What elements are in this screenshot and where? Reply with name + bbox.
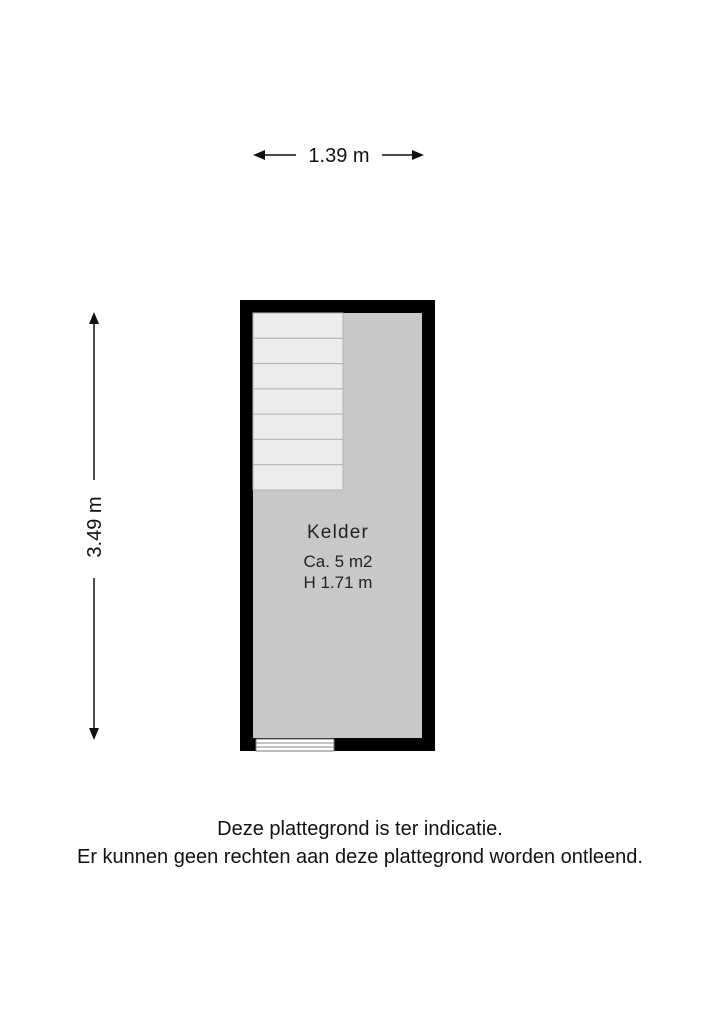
room-name: Kelder — [306, 522, 370, 543]
stair-step — [253, 313, 343, 338]
stair-step — [253, 414, 343, 439]
stair-step — [253, 338, 343, 363]
height-label: 3.49 m — [84, 496, 106, 558]
window — [256, 739, 334, 751]
room-height: H 1.71 m — [303, 573, 373, 592]
stair-step — [253, 439, 343, 464]
disclaimer-line-2: Er kunnen geen rechten aan deze plattegrond worden ontleend. — [77, 846, 643, 868]
stair-step — [253, 389, 343, 414]
disclaimer-line-1: Deze plattegrond is ter indicatie. — [217, 818, 503, 840]
stair-step — [253, 364, 343, 389]
staircase — [253, 313, 343, 490]
width-label: 1.39 m — [308, 145, 370, 167]
room-area: Ca. 5 m2 — [303, 552, 373, 571]
stair-step — [253, 465, 343, 490]
width-dimension — [253, 145, 424, 167]
height-dimension — [84, 312, 106, 740]
